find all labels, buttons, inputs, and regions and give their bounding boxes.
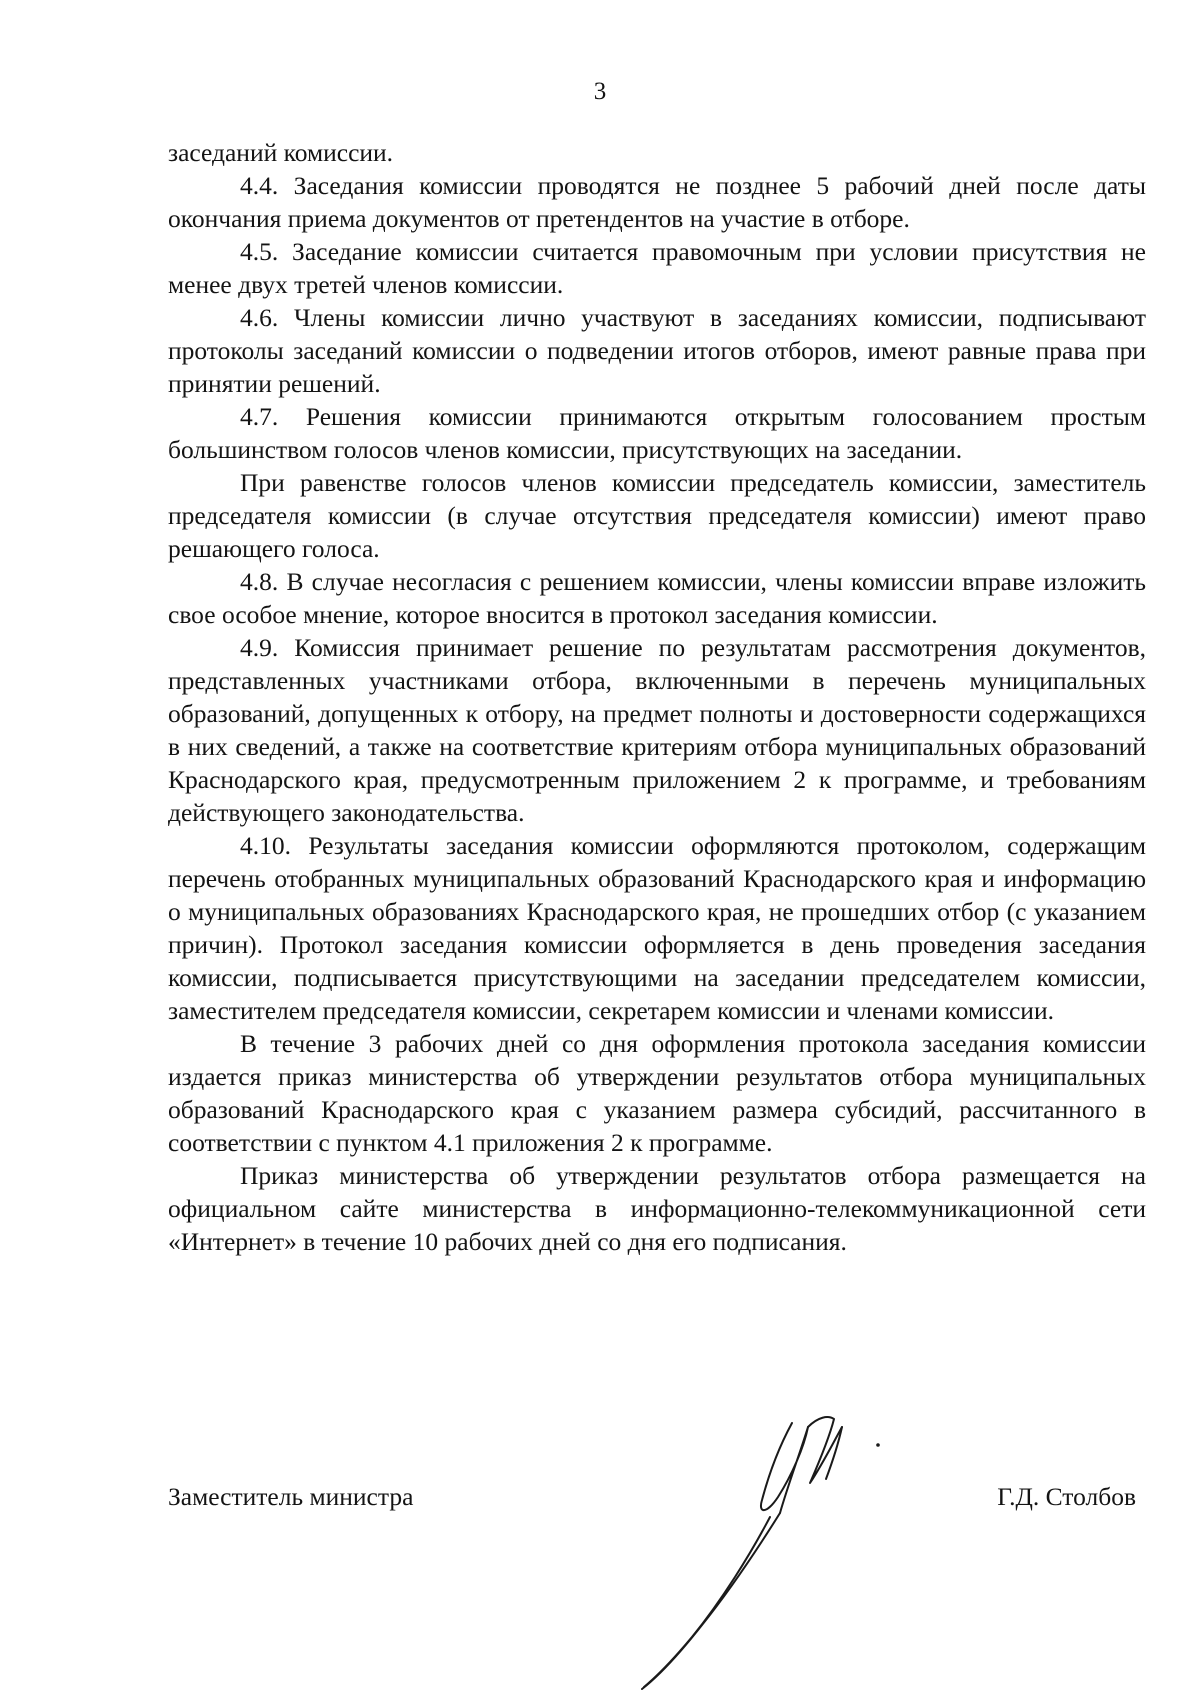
paragraph-4-7: 4.7. Решения комиссии принимаются открытым голосованием простым большинством голосов членов комиссии, присутствующих на заседании. — [168, 402, 1146, 464]
paragraph-4-8: 4.8. В случае несогласия с решением комиссии, члены комиссии вправе изложить свое особое мнение, которое вносится в протокол заседания комиссии. — [168, 567, 1146, 629]
paragraph-4-4: 4.4. Заседания комиссии проводятся не позднее 5 рабочий дней после даты окончания приема документов от претендентов на участие в отборе. — [168, 171, 1146, 233]
signatory-position: Заместитель министра — [168, 1482, 414, 1511]
paragraph-4-10-order: В течение 3 рабочих дней со дня оформления протокола заседания комиссии издается приказ министерства об утверждении результатов отбора муниципальных образований Краснодарского края с указанием размера субсидий, рассчитанного в соответствии с пунктом 4.1 приложения 2 к программе. — [168, 1029, 1146, 1157]
signatory-name: Г.Д. Столбов — [997, 1482, 1136, 1511]
paragraph-4-9: 4.9. Комиссия принимает решение по результатам рассмотрения документов, представленных участниками отбора, включенными в перечень муниципальных образований, допущенных к отбору, на предмет полноты и достоверности содержащихся в них сведений, а также на соответствие критериям отбора муниципальных образований Краснодарского края, предусмотренным приложением 2 к программе, и требованиям действующего законодательства. — [168, 633, 1146, 827]
paragraph-4-6: 4.6. Члены комиссии лично участвуют в заседаниях комиссии, подписывают протоколы заседаний комиссии о подведении итогов отборов, имеют равные права при принятии решений. — [168, 303, 1146, 398]
paragraph-4-7-equal-votes: При равенстве голосов членов комиссии председатель комиссии, заместитель председателя комиссии (в случае отсутствия председателя комиссии) имеют право решающего голоса. — [168, 468, 1146, 563]
paragraph-4-10: 4.10. Результаты заседания комиссии оформляются протоколом, содержащим перечень отобранных муниципальных образований Краснодарского края и информацию о муниципальных образованиях Краснодарского края, не прошедших отбор (с указанием причин). Протокол заседания комиссии оформляется в день проведения заседания комиссии, подписывается присутствующими на заседании председателем комиссии, заместителем председателя комиссии, секретарем комиссии и членами комиссии. — [168, 831, 1146, 1025]
paragraph-4-5: 4.5. Заседание комиссии считается правомочным при условии присутствия не менее двух третей членов комиссии. — [168, 237, 1146, 299]
handwritten-signature — [630, 1405, 950, 1695]
page-number: 3 — [593, 78, 607, 105]
paragraph-continuation: заседаний комиссии. — [168, 138, 394, 167]
paragraph-4-10-publication: Приказ министерства об утверждении результатов отбора размещается на официальном сайте министерства в информационно-телекоммуникационной сети «Интернет» в течение 10 рабочих дней со дня его подписания. — [168, 1161, 1146, 1256]
body-text — [168, 136, 1146, 1258]
